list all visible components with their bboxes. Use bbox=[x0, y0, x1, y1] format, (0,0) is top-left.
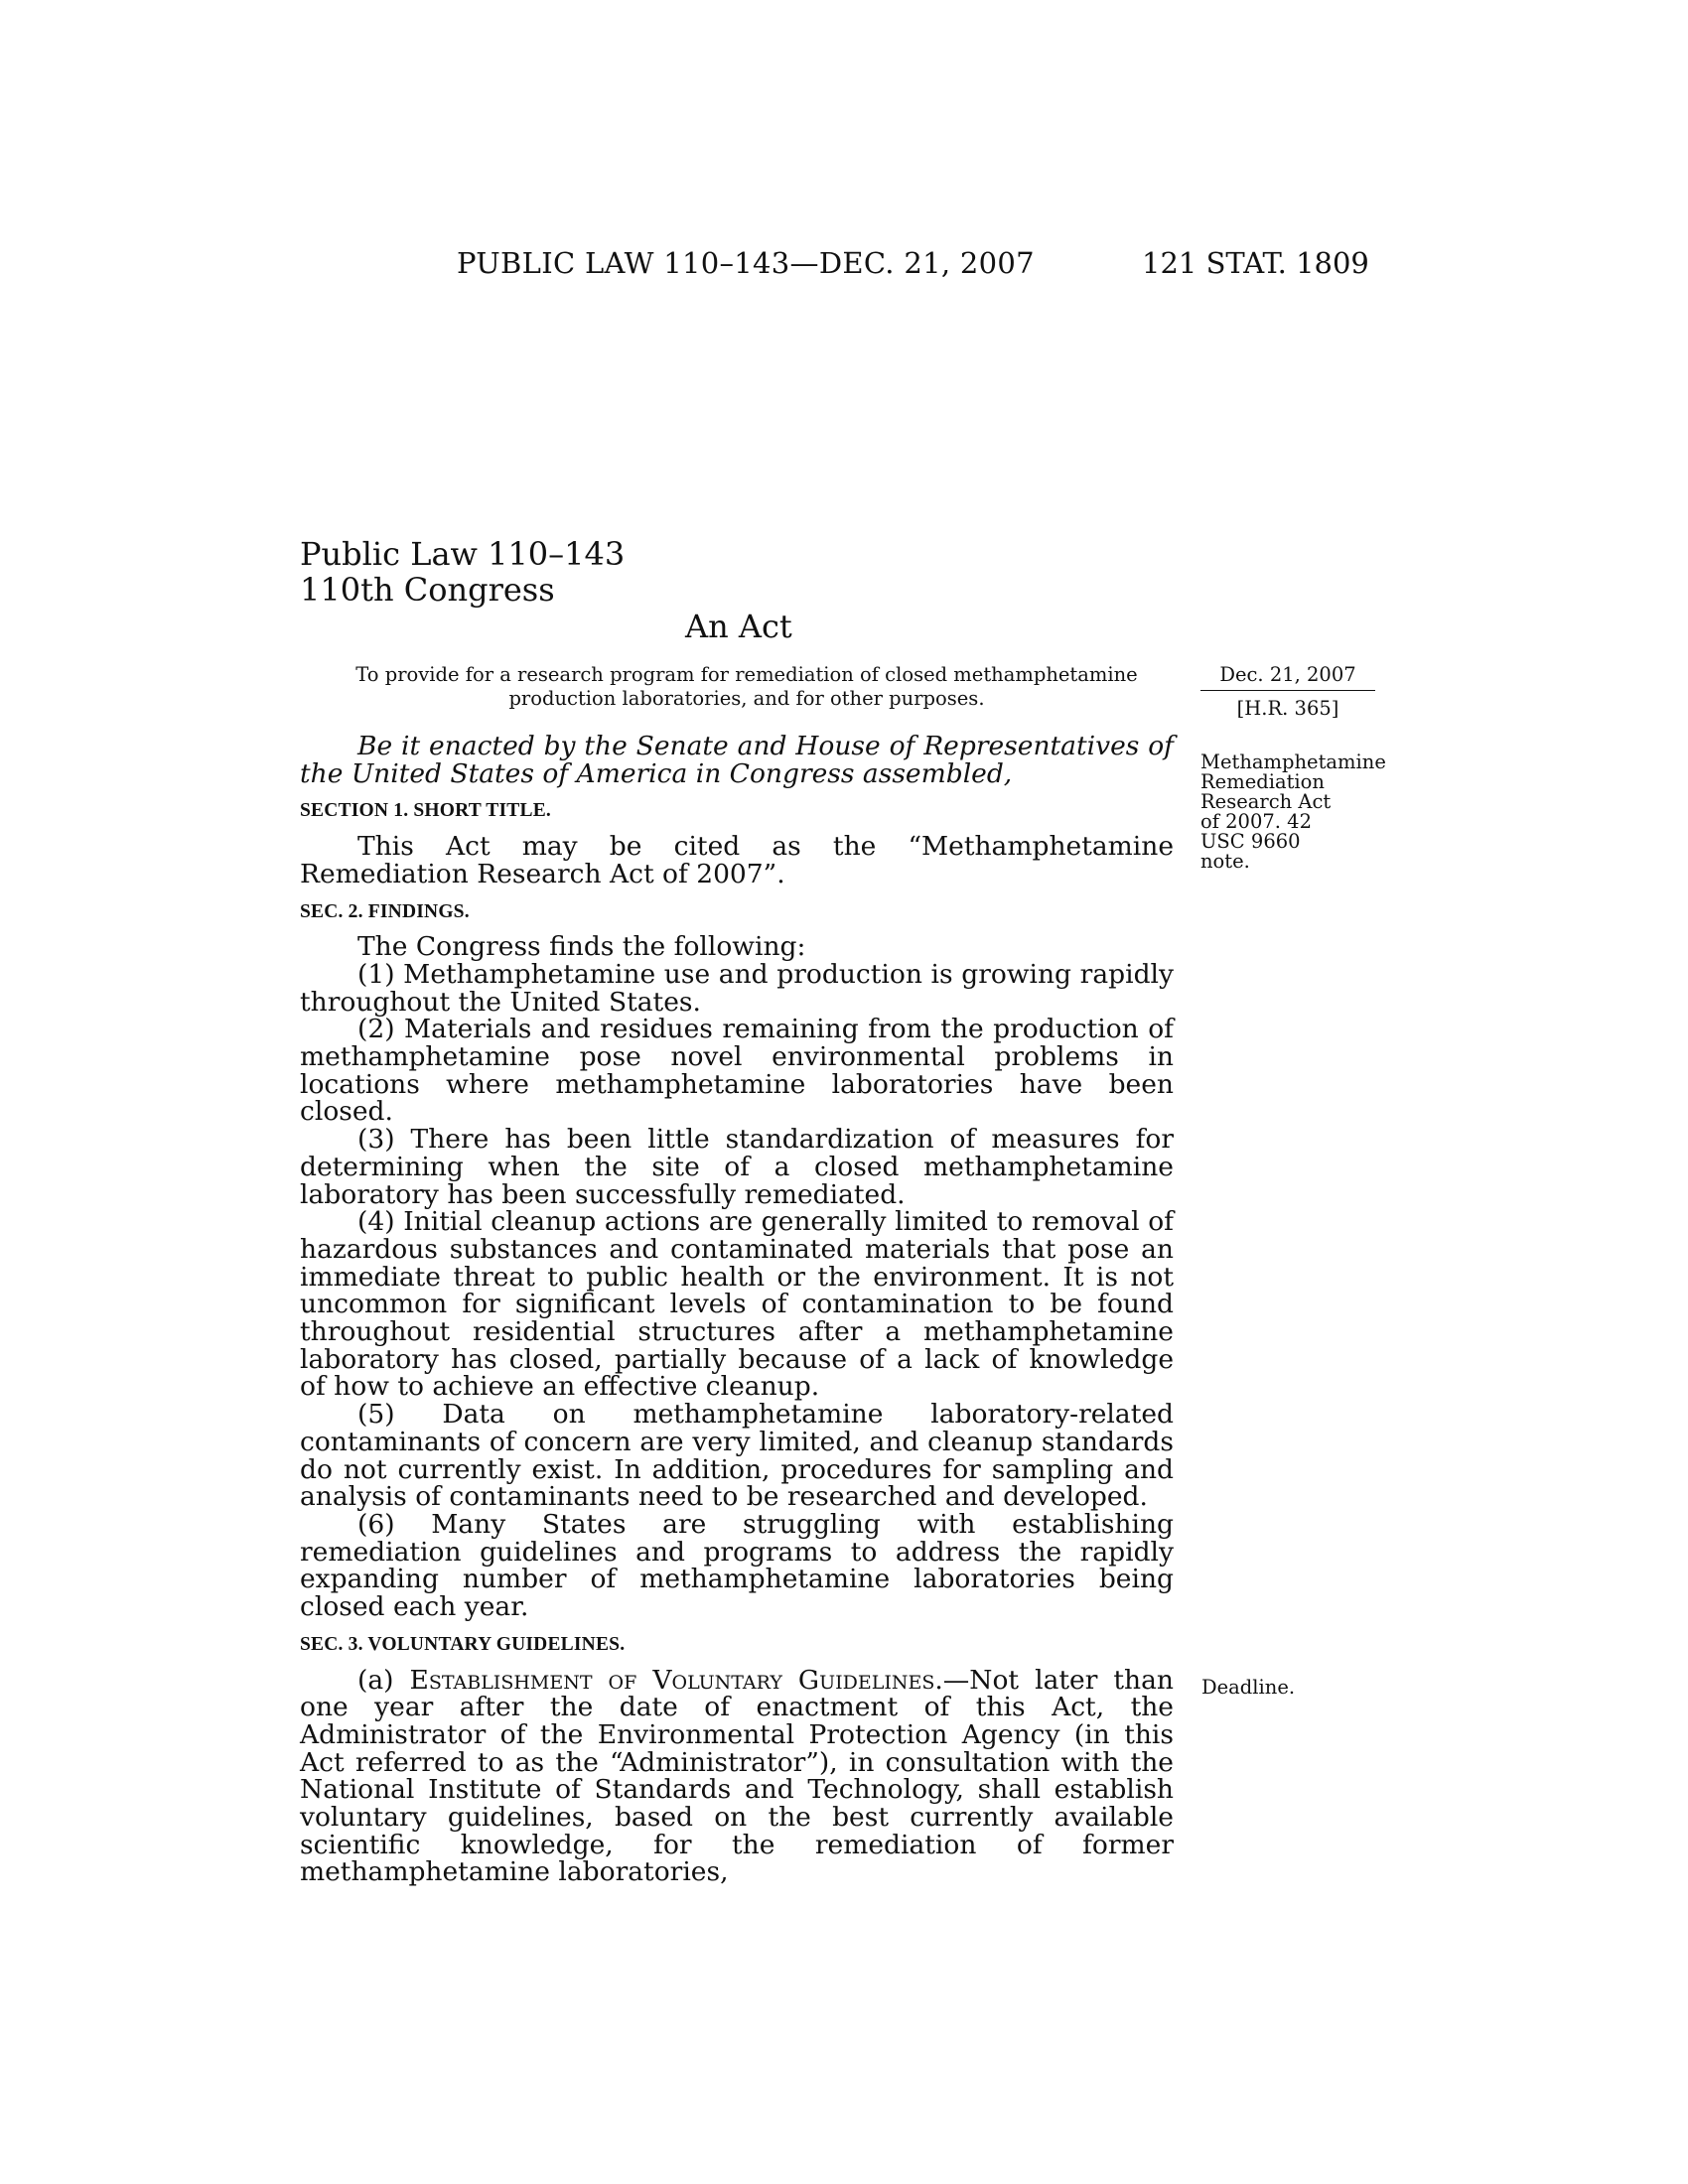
finding-3: (3) There has been little standardization of measures for determining when the site of a closed methamphetamine laboratory has been successfully remediated. bbox=[300, 1124, 1174, 1210]
finding-4: (4) Initial cleanup actions are generally limited to removal of hazardous substances and contaminated materials that pose an immediate threat to public health or the environment. It is not uncommon for significant levels of contamination to be found throughout residential structures after a methamphetamine laboratory has closed, partially because of a lack of knowledge of how to achieve an effective cleanup. bbox=[300, 1206, 1174, 1403]
subsection-label: (a) bbox=[357, 1664, 410, 1696]
subsection-body: —Not later than one year after the date of enactment of this Act, the Administrator of the Environmental Protection Agency (in this Act referred to as the “Administrator”), in consultation with the National Institute of Standards and Technology, shall establish voluntary guidelines, based on the best currently available scientific knowledge, for the remediation of former methamphetamine laboratories, bbox=[300, 1664, 1174, 1888]
statute-page-number: 121 STAT. 1809 bbox=[1142, 246, 1369, 280]
running-head-citation: PUBLIC LAW 110–143—DEC. 21, 2007 bbox=[457, 246, 1035, 280]
short-title-margin-note: Methamphetamine Remediation Research Act of 2007. 42 USC 9660 note. bbox=[1200, 751, 1386, 873]
finding-6: (6) Many States are struggling with establishing remediation guidelines and programs to address the rapidly expanding number of methamphetamine laboratories being closed each year. bbox=[300, 1508, 1174, 1623]
deadline-margin-note: Deadline. bbox=[1201, 1676, 1296, 1699]
long-title: To provide for a research program for remediation of closed methamphetamine production laboratories, and for other purposes. bbox=[355, 663, 1138, 710]
congress-number: 110th Congress bbox=[300, 571, 555, 609]
enactment-date: Dec. 21, 2007 bbox=[1200, 663, 1375, 691]
act-body bbox=[300, 733, 1174, 1886]
section-3-heading: SEC. 3. VOLUNTARY GUIDELINES. bbox=[300, 1633, 626, 1655]
running-head bbox=[0, 246, 1688, 286]
enactment-date-box bbox=[1200, 663, 1375, 720]
finding-5: (5) Data on methamphetamine laboratory-related contaminants of concern are very limited, and cleanup standards do not currently exist. In addition, procedures for sampling and analysis of contaminants need to be researched and developed. bbox=[300, 1399, 1174, 1513]
bill-number: [H.R. 365] bbox=[1236, 697, 1339, 720]
act-title: An Act bbox=[685, 608, 792, 645]
law-designation bbox=[300, 536, 625, 608]
section-2-heading: SEC. 2. FINDINGS. bbox=[300, 900, 470, 922]
section-2-intro: The Congress finds the following: bbox=[357, 931, 806, 963]
public-law-number: Public Law 110–143 bbox=[300, 535, 626, 573]
section-3a-text bbox=[300, 1664, 1174, 1888]
finding-1: (1) Methamphetamine use and production is growing rapidly throughout the United States. bbox=[300, 958, 1174, 1018]
subsection-heading: Establishment of Voluntary Guidelines. bbox=[409, 1664, 943, 1696]
section-1-heading: SECTION 1. SHORT TITLE. bbox=[300, 800, 551, 822]
section-1-text: This Act may be cited as the “Methamphetamine Remediation Research Act of 2007”. bbox=[300, 831, 1174, 889]
finding-2: (2) Materials and residues remaining from the production of methamphetamine pose novel environmental problems in locations where methamphetamine laboratories have been closed. bbox=[300, 1014, 1174, 1128]
enacting-clause: Be it enacted by the Senate and House of Representatives of the United States of America in Congress assembled, bbox=[300, 731, 1174, 789]
